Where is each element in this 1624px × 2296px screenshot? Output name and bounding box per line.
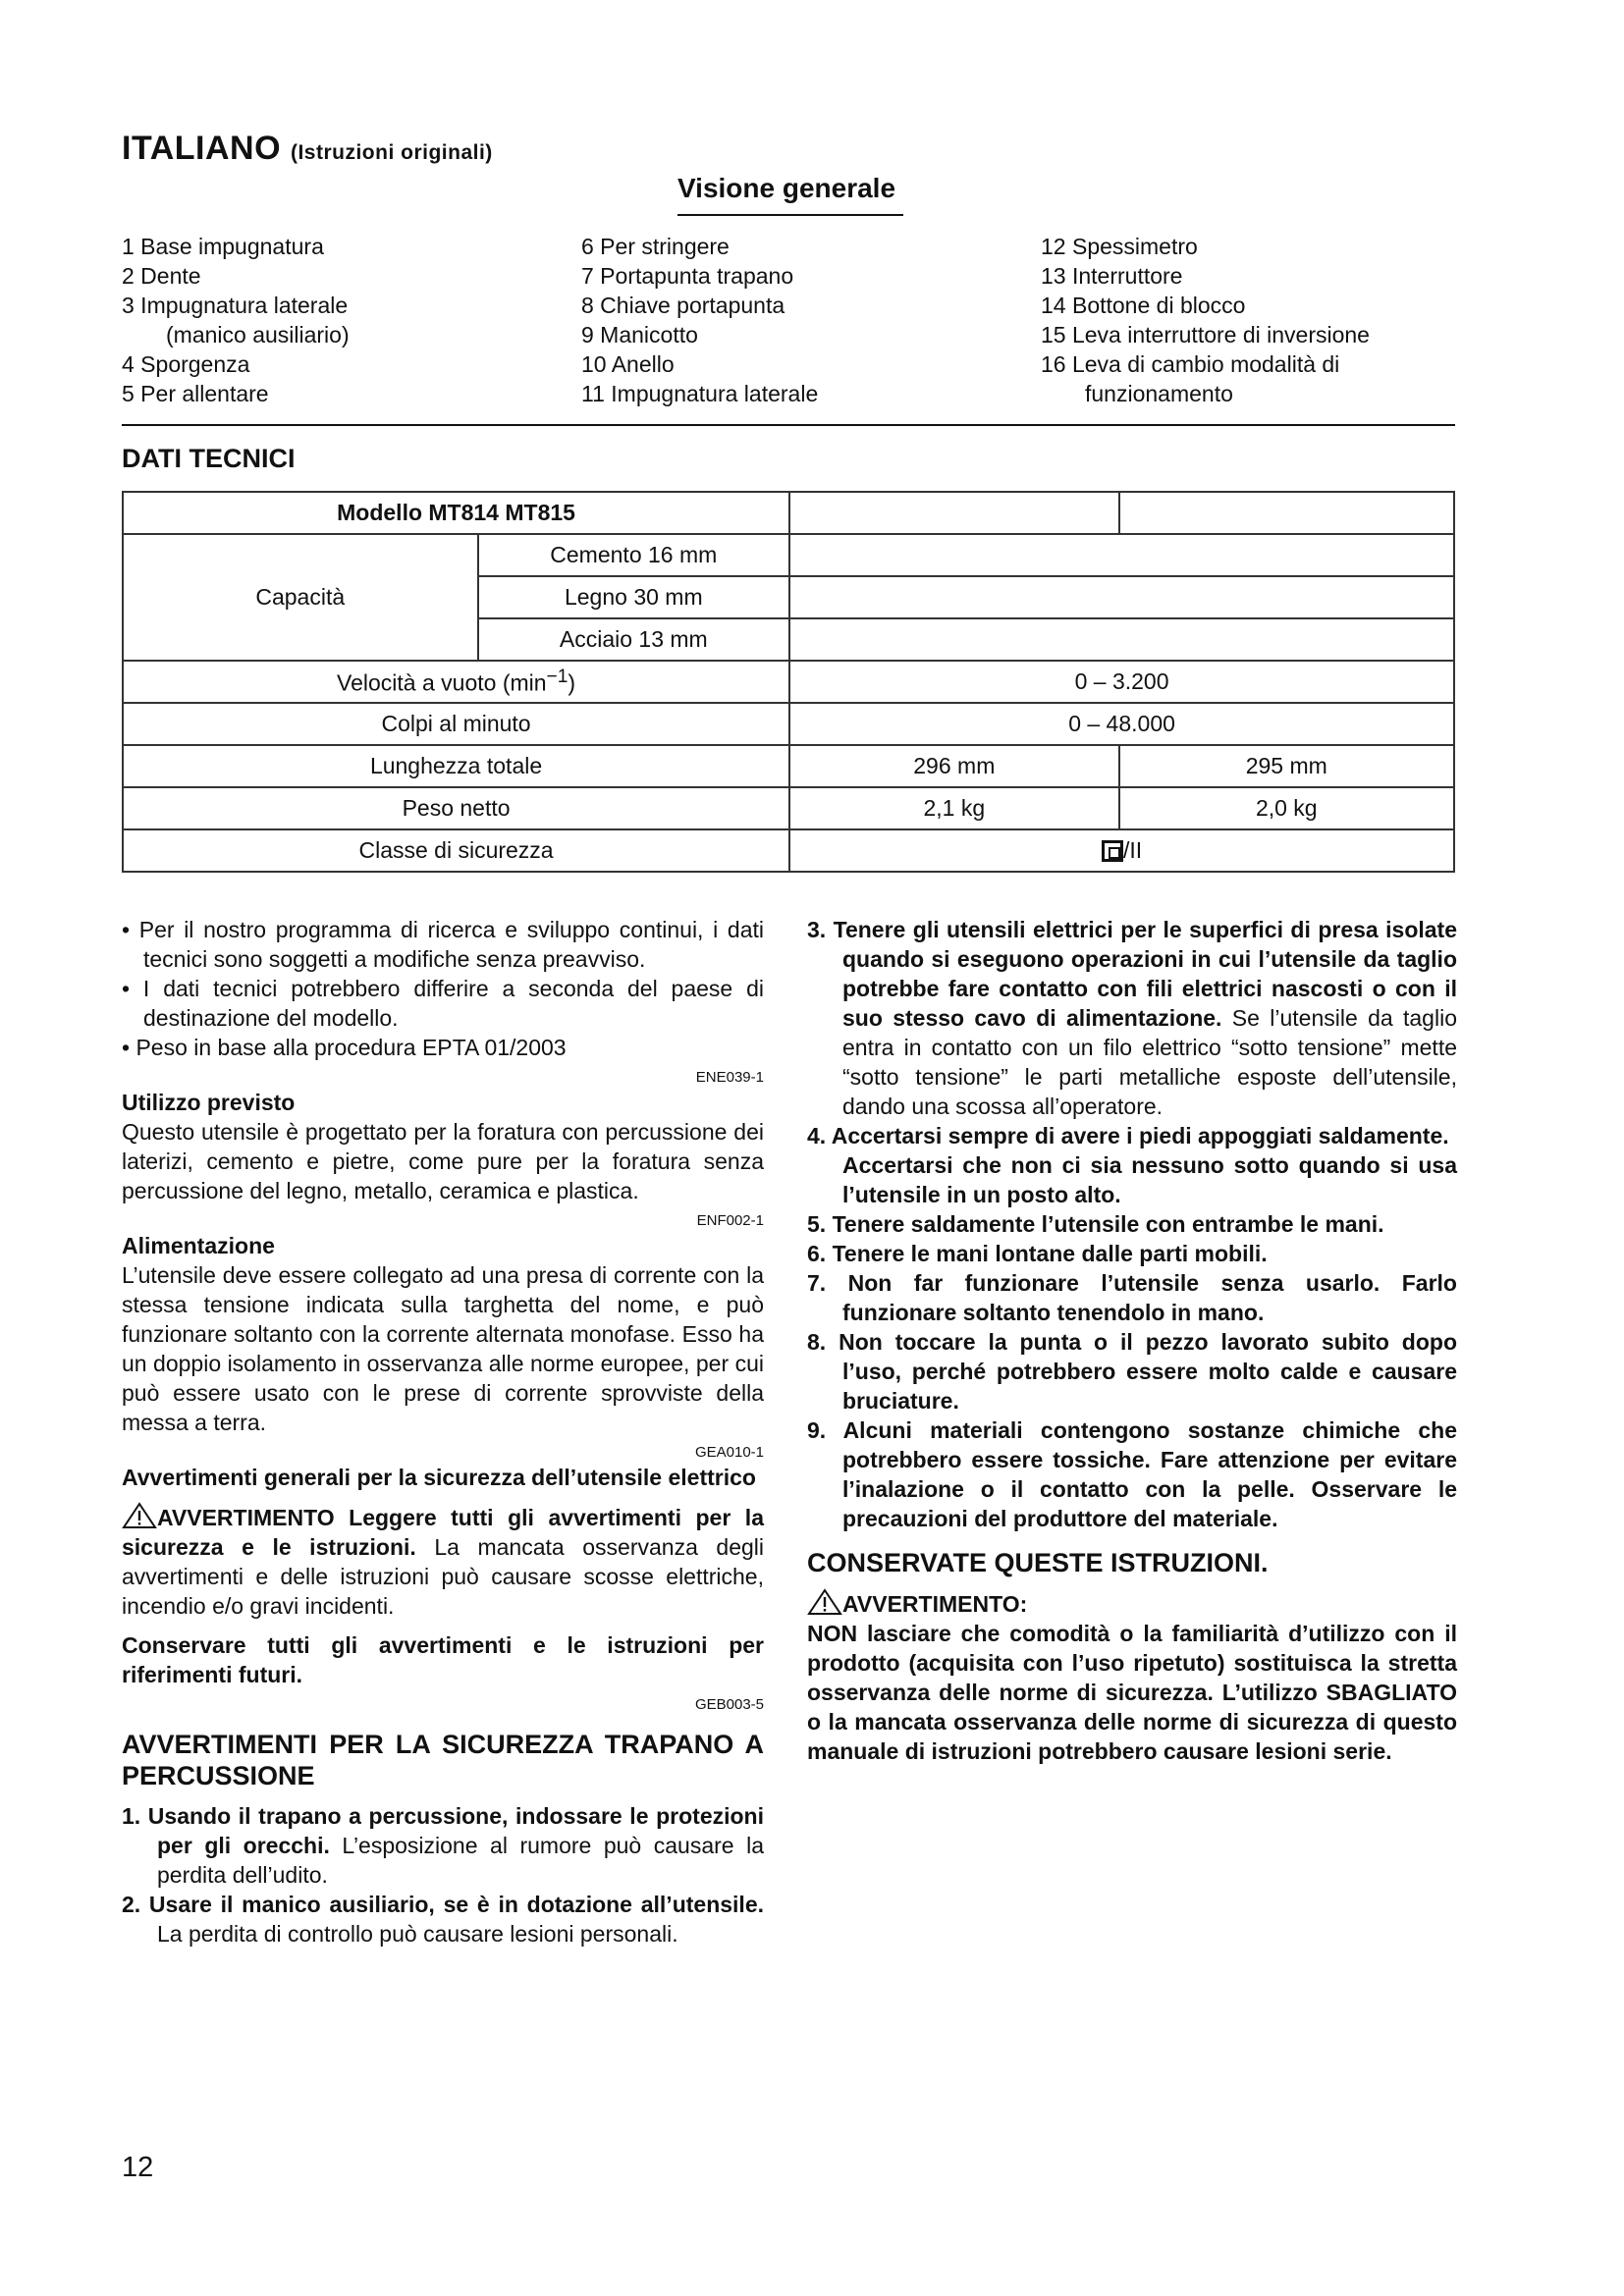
parts-column-1	[122, 232, 350, 408]
class-value-text: /II	[1122, 837, 1143, 863]
keep-instructions-text: Conservare tutti gli avvertimenti e le istruzioni per riferimenti futuri.	[122, 1632, 764, 1687]
safety-item-2	[122, 1890, 764, 1949]
page-number: 12	[122, 2152, 154, 2183]
table-row	[123, 661, 1454, 703]
safety-item-7: 7. Non far funzionare l’utensile senza usarlo. Farlo funzionare soltanto tenendolo in mano.	[807, 1270, 1457, 1325]
warning-label: AVVERTIMENTO:	[842, 1591, 1028, 1617]
left-column	[122, 915, 764, 1949]
speed-value: 0 – 3.200	[789, 661, 1454, 703]
length-value-mt814: 296 mm	[789, 745, 1118, 787]
parts-column-3	[1041, 232, 1370, 408]
class-label: Classe di sicurezza	[123, 829, 789, 872]
part-item: 8 Chiave portapunta	[581, 293, 785, 318]
overview-underline	[677, 214, 903, 216]
table-row	[123, 534, 1454, 576]
safety-item-1	[122, 1801, 764, 1890]
weight-value-mt814: 2,1 kg	[789, 787, 1118, 829]
doc-code: GEB003-5	[694, 1696, 764, 1713]
warning-text: La mancata osservanza degli avvertimenti e delle istruzioni può causare scosse elettriche, incendio e/o gravi incidenti.	[122, 1534, 765, 1619]
length-label: Lunghezza totale	[123, 745, 789, 787]
length-value-mt815: 295 mm	[1119, 745, 1454, 787]
specs-title: DATI TECNICI	[122, 444, 296, 473]
spec-note: • Per il nostro programma di ricerca e sviluppo continui, i dati tecnici sono soggetti a modifiche senza preavviso.	[122, 917, 764, 972]
weight-label: Peso netto	[123, 787, 789, 829]
part-item: 14 Bottone di blocco	[1041, 293, 1246, 318]
safety-item-bold: 1. Usando il trapano a percussione, indossare le protezioni per gli orecchi.	[122, 1803, 764, 1858]
capacity-value: Acciaio 13 mm	[478, 618, 790, 661]
language-title	[122, 130, 493, 168]
part-item: 12 Spessimetro	[1041, 234, 1198, 259]
speed-unit-sup: −1	[546, 667, 568, 688]
power-supply-text: L’utensile deve essere collegato ad una presa di corrente con la stessa tensione indicata sulla targhetta del nome, e può funzionare soltanto con la corrente alternata monofase. Esso ha un doppio isolamento in osservanza alle norme europee, per cui può essere usato con le prese di corrente sprovviste della messa a terra.	[122, 1262, 764, 1435]
class-value	[789, 829, 1454, 872]
table-cell	[789, 492, 1118, 534]
part-item: 16 Leva di cambio modalità di	[1041, 351, 1340, 377]
part-item: 7 Portapunta trapano	[581, 263, 794, 289]
model-header: Modello MT814 MT815	[123, 492, 789, 534]
capacity-label: Capacità	[123, 534, 478, 661]
safety-item-3	[807, 915, 1457, 1121]
warning-triangle-icon	[122, 1502, 157, 1529]
part-item: 10 Anello	[581, 351, 675, 377]
part-item: funzionamento	[1085, 381, 1233, 406]
doc-code: ENF002-1	[696, 1212, 764, 1229]
table-row	[123, 829, 1454, 872]
specs-table	[122, 491, 1455, 873]
part-item: (manico ausiliario)	[166, 322, 350, 347]
spec-note: • Peso in base alla procedura EPTA 01/2003	[122, 1035, 567, 1060]
intended-use-text: Questo utensile è progettato per la foratura con percussione dei laterizi, cemento e pietre, come pure per la foratura senza percussione del legno, metallo, ceramica e plastica.	[122, 1119, 764, 1203]
final-warning-text: NON lasciare che comodità o la familiarità d’utilizzo con il prodotto (acquisita con l’uso ripetuto) sostituisca la stretta osservanza delle norme di sicurezza. L’utilizzo SBAGLIATO o la mancata osservanza delle norme di sicurezza di questo manuale di istruzioni potrebbero causare lesioni serie.	[807, 1621, 1457, 1764]
table-row	[123, 745, 1454, 787]
part-item: 5 Per allentare	[122, 381, 269, 406]
weight-value-mt815: 2,0 kg	[1119, 787, 1454, 829]
parts-column-2	[581, 232, 818, 408]
table-row	[123, 492, 1454, 534]
table-row	[123, 787, 1454, 829]
safety-item-text: L’esposizione al rumore può causare la perdita dell’udito.	[157, 1833, 765, 1888]
part-item: 4 Sporgenza	[122, 351, 250, 377]
safety-item-text: Se l’utensile da taglio entra in contatto con un filo elettrico “sotto tensione” mette “sotto tensione” le parti metalliche esposte dell’utensile, dando una scossa all’operatore.	[842, 1005, 1457, 1119]
intended-use-title: Utilizzo previsto	[122, 1090, 296, 1115]
speed-label-text: Velocità a vuoto (min	[337, 669, 547, 696]
table-row	[123, 703, 1454, 745]
warning-label-line	[807, 1588, 1457, 1619]
safety-item-text: La perdita di controllo può causare lesioni personali.	[157, 1921, 678, 1947]
safety-item-5: 5. Tenere saldamente l’utensile con entrambe le mani.	[807, 1211, 1384, 1237]
language-label: ITALIANO	[122, 130, 282, 167]
table-cell	[789, 576, 1454, 618]
part-item: 2 Dente	[122, 263, 201, 289]
general-warning	[122, 1502, 764, 1621]
safety-item-bold: 2. Usare il manico ausiliario, se è in dotazione all’utensile.	[122, 1892, 764, 1917]
warning-triangle-icon	[807, 1588, 842, 1616]
table-cell	[789, 534, 1454, 576]
speed-label-close: )	[568, 669, 576, 696]
table-cell	[789, 618, 1454, 661]
safety-item-6: 6. Tenere le mani lontane dalle parti mobili.	[807, 1241, 1268, 1266]
spec-note: • I dati tecnici potrebbero differire a seconda del paese di destinazione del modello.	[122, 976, 764, 1031]
safety-item-8: 8. Non toccare la punta o il pezzo lavorato subito dopo l’uso, perché potrebbero essere molto calde e causare bruciature.	[807, 1329, 1457, 1414]
part-item: 11 Impugnatura laterale	[581, 381, 819, 406]
safety-item-4: 4. Accertarsi sempre di avere i piedi appoggiati saldamente.	[807, 1123, 1449, 1148]
part-item: 3 Impugnatura laterale	[122, 293, 349, 318]
keep-instructions-title: CONSERVATE QUESTE ISTRUZIONI.	[807, 1548, 1269, 1577]
language-note: (Istruzioni originali)	[290, 141, 493, 164]
safety-item-bold: 3. Tenere gli utensili elettrici per le superfici di presa isolate quando si eseguono operazioni in cui l’utensile da taglio potrebbe fare contatto con fili elettrici nascosti o con il suo stesso cavo di alimentazione.	[807, 917, 1457, 1031]
part-item: 13 Interruttore	[1041, 263, 1183, 289]
warning-bold-text: AVVERTIMENTO Leggere tutti gli avvertimenti per la sicurezza e le istruzioni.	[122, 1505, 764, 1560]
double-insulation-icon	[1102, 840, 1123, 862]
capacity-value: Cemento 16 mm	[478, 534, 790, 576]
speed-label	[123, 661, 789, 703]
table-cell	[1119, 492, 1454, 534]
safety-item-9: 9. Alcuni materiali contengono sostanze chimiche che potrebbero essere tossiche. Fare attenzione per evitare l’inalazione o il contatto con la pelle. Osservare le precauzioni del produttore del materiale.	[807, 1417, 1457, 1531]
general-safety-title: Avvertimenti generali per la sicurezza dell’utensile elettrico	[122, 1465, 756, 1490]
part-item: 1 Base impugnatura	[122, 234, 324, 259]
capacity-value: Legno 30 mm	[478, 576, 790, 618]
overview-title: Visione generale	[677, 173, 896, 203]
power-supply-title: Alimentazione	[122, 1233, 275, 1258]
safety-item-4-cont: Accertarsi che non ci sia nessuno sotto quando si usa l’utensile in un posto alto.	[842, 1152, 1457, 1207]
doc-code: GEA010-1	[694, 1444, 764, 1461]
part-item: 9 Manicotto	[581, 322, 698, 347]
section-divider	[122, 424, 1455, 426]
blows-label: Colpi al minuto	[123, 703, 789, 745]
blows-value: 0 – 48.000	[789, 703, 1454, 745]
part-item: 6 Per stringere	[581, 234, 730, 259]
hammer-drill-safety-title: AVVERTIMENTI PER LA SICUREZZA TRAPANO A PERCUSSIONE	[122, 1730, 764, 1790]
right-column	[807, 915, 1457, 1766]
part-item: 15 Leva interruttore di inversione	[1041, 322, 1370, 347]
doc-code: ENE039-1	[695, 1069, 764, 1086]
